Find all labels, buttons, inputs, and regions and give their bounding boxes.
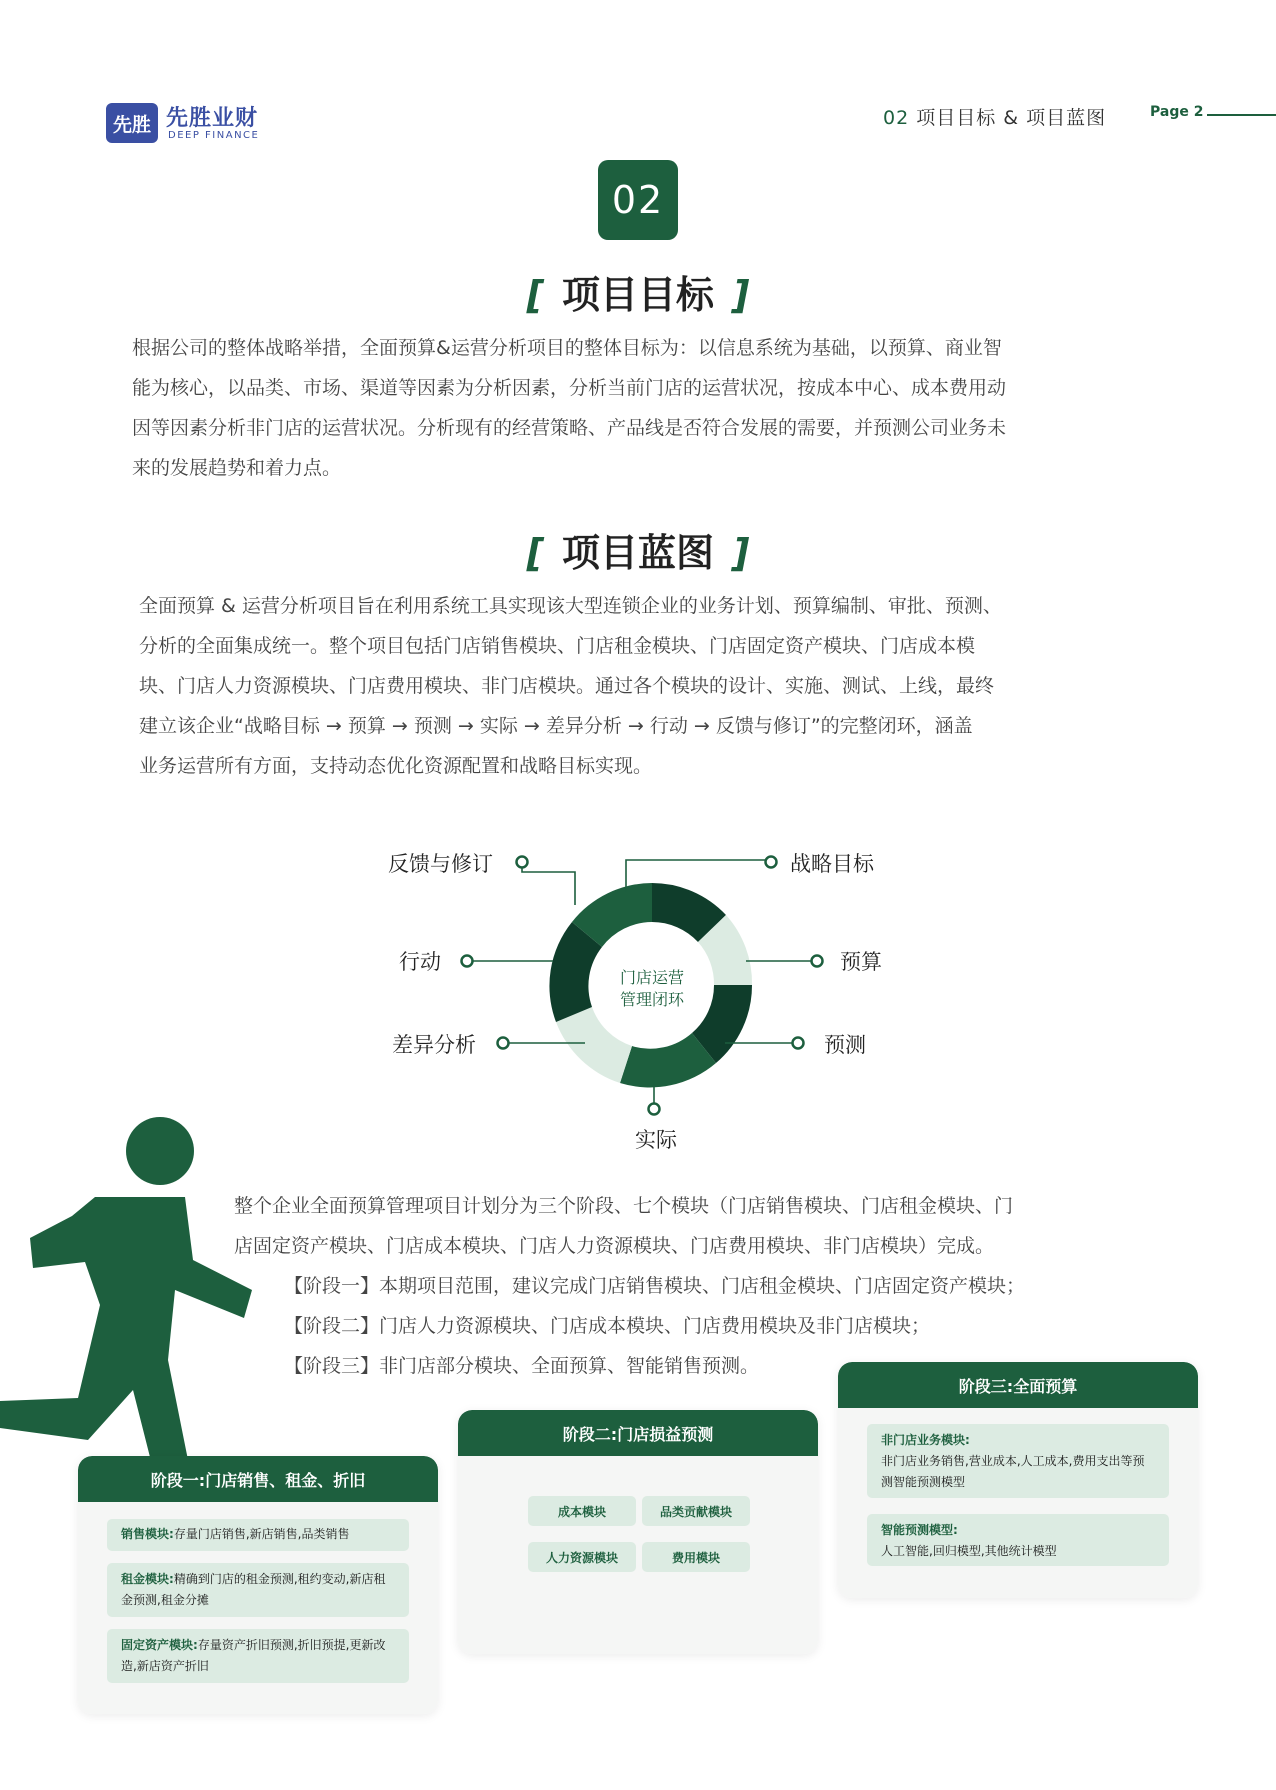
stage2-chip: 人力资源模块 bbox=[528, 1542, 636, 1572]
module-desc: 非门店业务销售,营业成本,人工成本,费用支出等预测智能预测模型 bbox=[881, 1454, 1145, 1489]
blueprint-line: 业务运营所有方面，支持动态优化资源配置和战略目标实现。 bbox=[139, 755, 653, 777]
module-name: 固定资产模块: bbox=[121, 1638, 198, 1652]
node-action bbox=[462, 956, 473, 967]
stage1-module-sales bbox=[107, 1519, 409, 1551]
stage3-body bbox=[838, 1408, 1198, 1598]
stage2-chip: 成本模块 bbox=[528, 1496, 636, 1526]
stage2-card bbox=[458, 1410, 818, 1654]
module-name: 智能预测模型: bbox=[881, 1523, 958, 1537]
module-name: 租金模块: bbox=[121, 1572, 174, 1586]
node-variance bbox=[498, 1038, 509, 1049]
goal-line: 能为核心，以品类、市场、渠道等因素为分析因素，分析当前门店的运营状况，按成本中心、成本费用动 bbox=[132, 377, 1007, 399]
module-desc: 存量门店销售,新店销售,品类销售 bbox=[173, 1527, 350, 1541]
chapter-badge: 02 bbox=[598, 160, 678, 240]
stage2-chip: 品类贡献模块 bbox=[642, 1496, 750, 1526]
plan-intro-line: 整个企业全面预算管理项目计划分为三个阶段、七个模块（门店销售模块、门店租金模块、门 bbox=[234, 1195, 1014, 1217]
step-strategy: 战略目标 bbox=[790, 852, 874, 876]
step-action: 行动 bbox=[399, 950, 441, 974]
goal-line: 因等因素分析非门店的运营状况。分析现有的经营策略、产品线是否符合发展的需要，并预测公司业务未 bbox=[132, 417, 1007, 439]
step-forecast: 预测 bbox=[824, 1033, 866, 1057]
module-name: 非门店业务模块: bbox=[881, 1433, 970, 1447]
stage3-card bbox=[838, 1362, 1198, 1598]
bracket-open: [ bbox=[526, 531, 544, 575]
step-variance: 差异分析 bbox=[392, 1033, 476, 1057]
node-strategy bbox=[766, 857, 777, 868]
stage2-title: 阶段二:门店损益预测 bbox=[458, 1410, 818, 1456]
cycle-center-line: 管理闭环 bbox=[619, 990, 684, 1009]
step-actual: 实际 bbox=[635, 1128, 677, 1152]
blueprint-line: 全面预算 & 运营分析项目旨在利用系统工具实现该大型连锁企业的业务计划、预算编制、审批、预测、 bbox=[139, 595, 1002, 617]
logo-name: 先胜业财 bbox=[166, 106, 259, 131]
stage2-body bbox=[458, 1456, 818, 1654]
module-name: 销售模块: bbox=[121, 1527, 174, 1541]
bracket-close: ] bbox=[732, 531, 750, 575]
goal-heading-text: 项目目标 bbox=[561, 273, 714, 317]
page-number: Page 2 bbox=[1150, 104, 1204, 120]
plan-phase3: 【阶段三】非门店部分模块、全面预算、智能销售预测。 bbox=[284, 1355, 760, 1377]
header-section-name: 项目目标 & 项目蓝图 bbox=[916, 107, 1107, 129]
stage1-card bbox=[78, 1456, 438, 1714]
module-desc: 精确到门店的租金预测,租约变动,新店租金预测,租金分摊 bbox=[121, 1572, 386, 1607]
header-section-number: 02 bbox=[883, 107, 910, 129]
node-actual bbox=[649, 1104, 660, 1115]
logo-subtitle: DEEP FINANCE bbox=[168, 130, 260, 141]
stage2-chip: 费用模块 bbox=[642, 1542, 750, 1572]
module-desc: 存量资产折旧预测,折旧预提,更新改造,新店资产折旧 bbox=[121, 1638, 386, 1673]
cycle-center-label bbox=[612, 967, 692, 1011]
plan-intro bbox=[234, 1186, 1154, 1266]
goal-line: 根据公司的整体战略举措，全面预算&运营分析项目的整体目标为：以信息系统为基础，以预算、商业智 bbox=[132, 337, 1002, 359]
bracket-open: [ bbox=[526, 273, 544, 317]
logo-mark: 先胜 bbox=[106, 103, 158, 143]
stage1-body bbox=[78, 1502, 438, 1714]
node-feedback bbox=[517, 857, 528, 868]
plan-phase1: 【阶段一】本期项目范围，建议完成门店销售模块、门店租金模块、门店固定资产模块； bbox=[284, 1275, 1026, 1297]
node-budget bbox=[812, 956, 823, 967]
stage3-module-non-store bbox=[867, 1424, 1169, 1498]
stage1-module-assets bbox=[107, 1629, 409, 1683]
plan-phase2: 【阶段二】门店人力资源模块、门店成本模块、门店费用模块及非门店模块； bbox=[284, 1315, 931, 1337]
node-forecast bbox=[793, 1038, 804, 1049]
cycle-center-line: 门店运营 bbox=[619, 968, 684, 987]
stage3-title: 阶段三:全面预算 bbox=[838, 1362, 1198, 1408]
blueprint-heading-text: 项目蓝图 bbox=[561, 531, 714, 575]
stage1-title: 阶段一:门店销售、租金、折旧 bbox=[78, 1456, 438, 1502]
bracket-close: ] bbox=[732, 273, 750, 317]
goal-line: 来的发展趋势和着力点。 bbox=[132, 457, 342, 479]
blueprint-line: 块、门店人力资源模块、门店费用模块、非门店模块。通过各个模块的设计、实施、测试、上线，最终 bbox=[139, 675, 995, 697]
blueprint-line: 分析的全面集成统一。整个项目包括门店销售模块、门店租金模块、门店固定资产模块、门店成本模 bbox=[139, 635, 976, 657]
connector-feedback bbox=[522, 866, 575, 905]
plan-intro-line: 店固定资产模块、门店成本模块、门店人力资源模块、门店费用模块、非门店模块）完成。 bbox=[234, 1235, 995, 1257]
step-feedback: 反馈与修订 bbox=[388, 852, 493, 876]
stage3-module-ai-model bbox=[867, 1514, 1169, 1566]
blueprint-line: 建立该企业“战略目标 → 预算 → 预测 → 实际 → 差异分析 → 行动 → 反馈与修订”的完整闭环，涵盖 bbox=[139, 715, 973, 737]
module-desc: 人工智能,回归模型,其他统计模型 bbox=[881, 1544, 1057, 1558]
stage1-module-rent bbox=[107, 1563, 409, 1617]
step-budget: 预算 bbox=[840, 950, 882, 974]
